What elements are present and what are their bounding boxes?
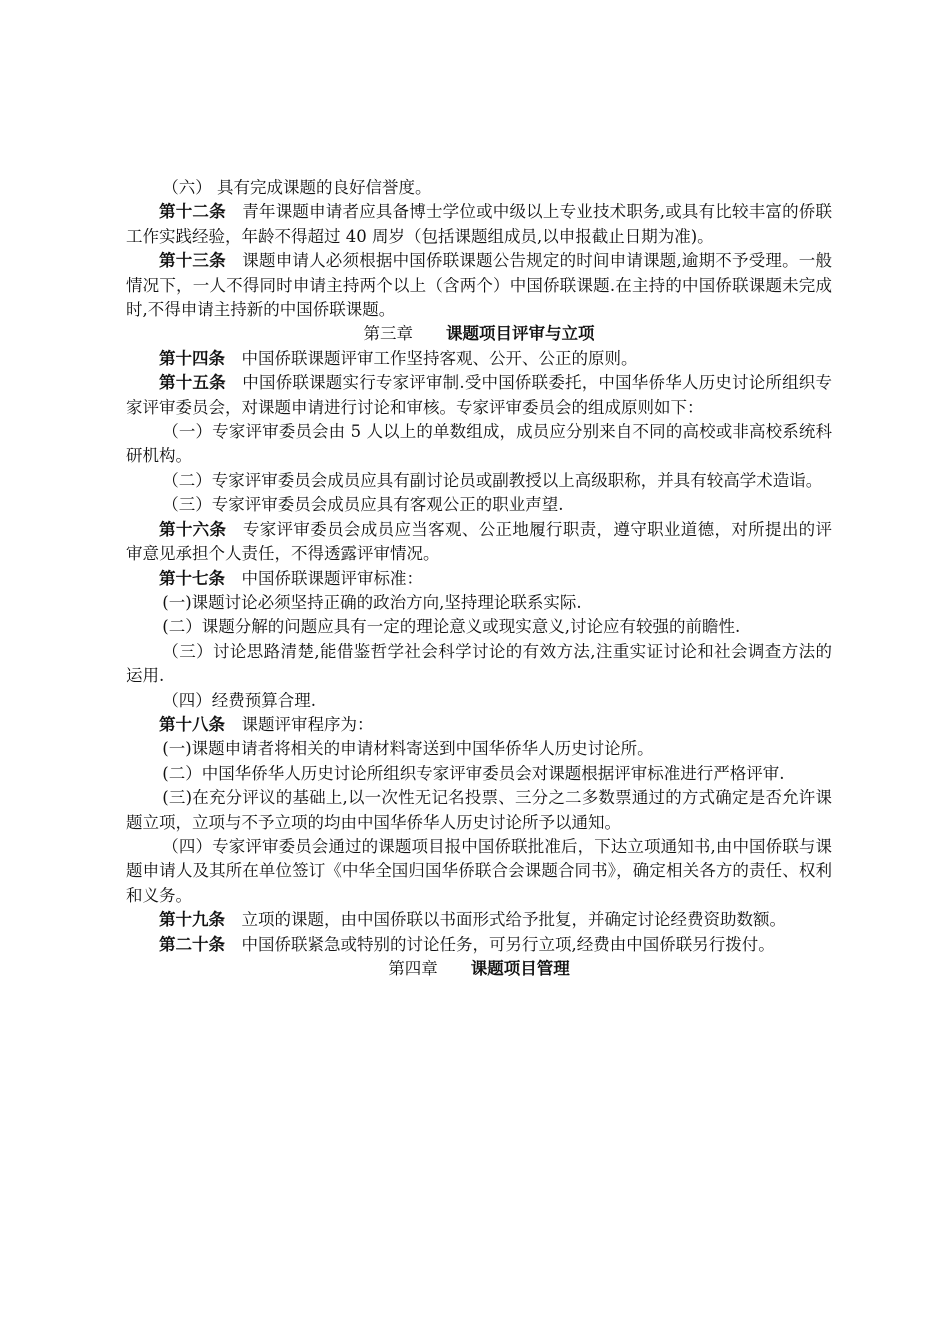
list-item: (一)课题讨论必须坚持正确的政治方向,坚持理论联系实际. [162,592,582,612]
article-16 [126,518,832,567]
list-item: (二）中国华侨华人历史讨论所组织专家评审委员会对课题根据评审标准进行严格评审. [162,763,785,783]
list-item: （一）专家评审委员会由 5 人以上的单数组成，成员应分别来自不同的高校或非高校系统科研机构。 [126,422,832,466]
article-18 [126,713,832,737]
chapter-title: 课题项目评审与立项 [446,324,595,344]
chapter-number: 第三章 [363,324,413,344]
article-label: 第十九条 [159,910,225,930]
article-text: 中国侨联课题评审标准： [241,568,423,588]
list-item: （二）专家评审委员会成员应具有副讨论员或副教授以上高级职称，并具有较高学术造诣。 [162,470,823,490]
article-label: 第十六条 [159,519,227,539]
article-label: 第十三条 [159,251,226,271]
article-label: 第十四条 [159,348,225,368]
article-text: 立项的课题，由中国侨联以书面形式给予批复，并确定讨论经费资助数额。 [241,910,786,930]
article-15 [126,371,832,420]
chapter-number: 第四章 [388,959,438,978]
list-item: （四）专家评审委员会通过的课题项目报中国侨联批准后，下达立项通知书,由中国侨联与课题申请人及其所在单位签订《中华全国归国华侨联合会课题合同书》，确定相关各方的责任、权利和义务。 [126,836,832,905]
article-text: 中国侨联紧急或特别的讨论任务，可另行立项,经费由中国侨联另行拨付。 [241,934,775,954]
article-17 [126,567,832,591]
list-item: （三）专家评审委员会成员应具有客观公正的职业声望. [162,495,564,515]
article-text: 课题申请人必须根据中国侨联课题公告规定的时间申请课题,逾期不予受理。一般情况下，一人不得同时申请主持两个以上（含两个）中国侨联课题.在主持的中国侨联课题未完成时,不得申请主持新的中国侨联课题。 [126,251,832,320]
chapter-heading-3 [126,322,832,346]
list-item: （六） 具有完成课题的良好信誉度。 [162,178,432,197]
document-page [126,176,832,981]
article-20 [126,933,832,957]
article-text: 中国侨联课题实行专家评审制.受中国侨联委托，中国华侨华人历史讨论所组织专家评审委员会，对课题申请进行讨论和审核。专家评审委员会的组成原则如下： [126,373,832,417]
chapter-heading-4 [126,957,832,981]
article-label: 第十五条 [159,373,226,393]
article-19 [126,908,832,932]
chapter-title: 课题项目管理 [470,959,570,978]
list-item: (一)课题申请者将相关的申请材料寄送到中国华侨华人历史讨论所。 [162,739,654,759]
article-label: 第十八条 [159,714,225,734]
list-item: （四）经费预算合理. [162,690,317,710]
article-text: 中国侨联课题评审工作坚持客观、公开、公正的原则。 [241,348,638,368]
article-label: 第十七条 [159,568,225,588]
article-text: 专家评审委员会成员应当客观、公正地履行职责，遵守职业道德，对所提出的评审意见承担个人责任，不得透露评审情况。 [126,519,833,564]
article-text: 课题评审程序为： [241,714,374,734]
article-12 [126,200,832,249]
article-label: 第十二条 [159,202,226,222]
list-item: (二）课题分解的问题应具有一定的理论意义或现实意义,讨论应有较强的前瞻性. [162,617,741,637]
article-text: 青年课题申请者应具备博士学位或中级以上专业技术职务,或具有比较丰富的侨联工作实践经验，年龄不得超过 40 周岁（包括课题组成员,以申报截止日期为准)。 [126,202,832,246]
article-13 [126,249,832,322]
list-item: （三）讨论思路清楚,能借鉴哲学社会科学讨论的有效方法,注重实证讨论和社会调查方法的运用. [126,641,832,686]
list-item: (三)在充分评议的基础上,以一次性无记名投票、三分之二多数票通过的方式确定是否允许课题立项，立项与不予立项的均由中国华侨华人历史讨论所予以通知。 [126,788,832,832]
article-label: 第二十条 [159,934,225,954]
article-14 [126,347,832,371]
